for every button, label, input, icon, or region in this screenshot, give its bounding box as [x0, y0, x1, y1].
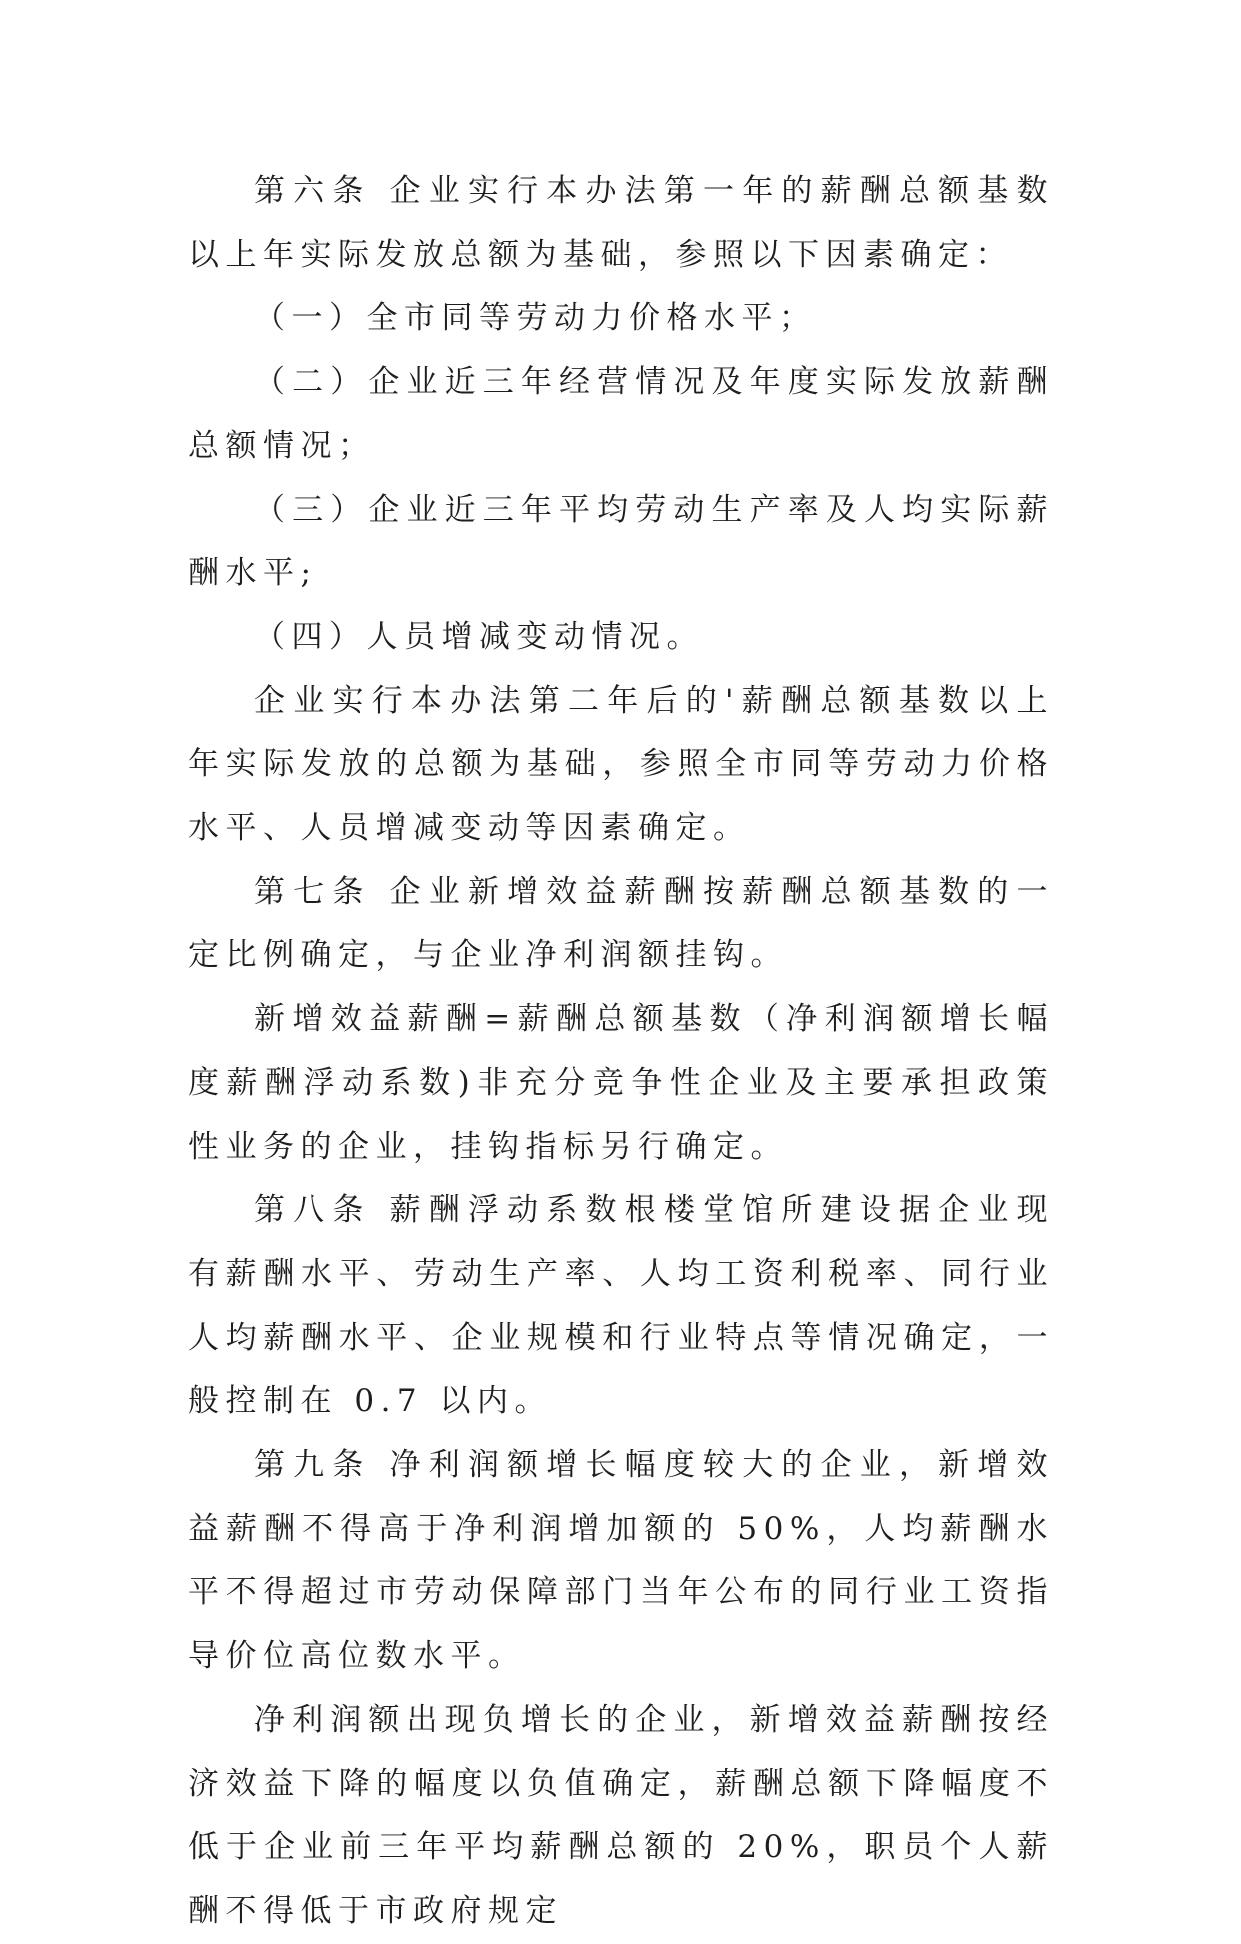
- article-9-negative-growth: 净利润额出现负增长的企业，新增效益薪酬按经济效益下降的幅度以负值确定，薪酬总额下降幅度不低于企业前三年平均薪酬总额的 20%，职员个人薪酬不得低于市政府规定: [188, 1701, 1054, 1929]
- article-7-formula: 新增效益薪酬=薪酬总额基数（净利润额增长幅度薪酬浮动系数)非充分竞争性企业及主要承担政策性业务的企业，挂钩指标另行确定。: [188, 1001, 1054, 1165]
- article-6-item-1: （一）全市同等劳动力价格水平；: [254, 300, 817, 337]
- article-6-item-4: （四）人员增减变动情况。: [254, 618, 704, 655]
- article-9-paragraph: 第九条 净利润额增长幅度较大的企业，新增效益薪酬不得高于净利润增加额的 50%，人均薪酬水平不得超过市劳动保障部门当年公布的同行业工资指导价位高位数水平。: [188, 1447, 1054, 1675]
- article-6-intro: 第六条 企业实行本办法第一年的薪酬总额基数以上年实际发放总额为基础，参照以下因素确定：: [188, 173, 1054, 273]
- article-8-paragraph: 第八条 薪酬浮动系数根楼堂馆所建设据企业现有薪酬水平、劳动生产率、人均工资利税率、同行业人均薪酬水平、企业规模和行业特点等情况确定，一般控制在 0.7 以内。: [188, 1192, 1054, 1420]
- article-6-second-year: 企业实行本办法第二年后的'薪酬总额基数以上年实际发放的总额为基础，参照全市同等劳动力价格水平、人员增减变动等因素确定。: [188, 682, 1054, 847]
- article-6-item-3: （三）企业近三年平均劳动生产率及人均实际薪酬水平;: [188, 491, 1054, 592]
- document-body: [188, 160, 1054, 1944]
- article-7-paragraph: 第七条 企业新增效益薪酬按薪酬总额基数的一定比例确定，与企业净利润额挂钩。: [188, 873, 1054, 974]
- article-6-item-2: （二）企业近三年经营情况及年度实际发放薪酬总额情况；: [188, 364, 1054, 464]
